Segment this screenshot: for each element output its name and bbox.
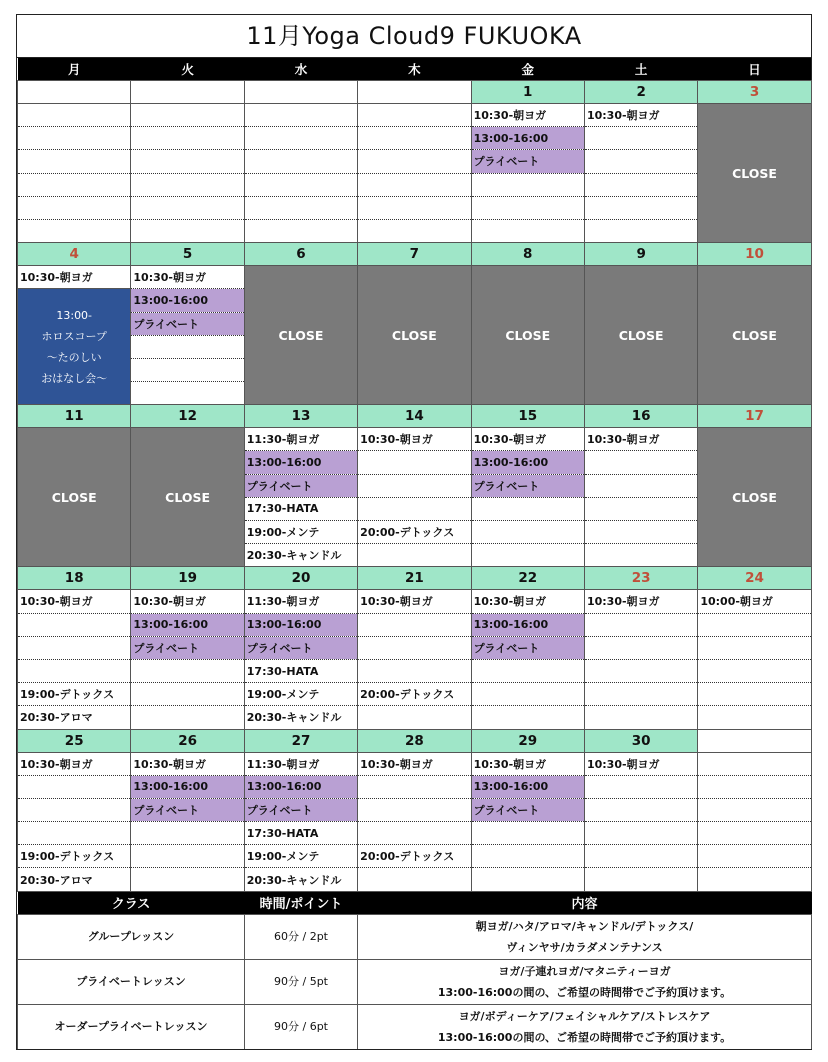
private-slot[interactable]: プライベート (244, 798, 357, 821)
class-slot[interactable]: 10:30-朝ヨガ (18, 590, 131, 613)
date-cell: 26 (131, 729, 244, 752)
private-slot[interactable]: プライベート (471, 150, 584, 173)
date-cell: 20 (244, 567, 357, 590)
class-slot[interactable]: 10:30-朝ヨガ (131, 590, 244, 613)
event-line: おはなし会〜 (41, 371, 108, 385)
date-cell (358, 81, 471, 104)
class-slot[interactable]: 20:00-デトックス (358, 683, 471, 706)
event-line: ホロスコープ (41, 329, 107, 343)
date-cell (18, 81, 131, 104)
class-slot[interactable]: 10:30-朝ヨガ (584, 752, 697, 775)
date-cell: 6 (244, 243, 357, 266)
private-slot[interactable]: 13:00-16:00 (244, 451, 357, 474)
date-cell: 25 (18, 729, 131, 752)
class-slot[interactable]: 11:30-朝ヨガ (244, 590, 357, 613)
class-slot[interactable]: 10:30-朝ヨガ (131, 266, 244, 289)
weekday-mon: 月 (18, 58, 131, 81)
close-cell: CLOSE (698, 428, 811, 567)
close-cell: CLOSE (18, 428, 131, 567)
date-cell: 15 (471, 405, 584, 428)
private-slot[interactable]: 13:00-16:00 (131, 289, 244, 312)
week5-dates (18, 729, 812, 752)
class-slot[interactable]: 20:30-キャンドル (244, 706, 357, 729)
private-slot[interactable]: プライベート (131, 636, 244, 659)
legend-class: グループレッスン (18, 914, 245, 959)
legend-time: 60分 / 2pt (245, 914, 358, 959)
event-horoscope[interactable] (18, 289, 131, 405)
legend-row (18, 914, 812, 959)
weekday-tue: 火 (131, 58, 244, 81)
date-cell: 18 (18, 567, 131, 590)
week1-dates (18, 81, 812, 104)
date-cell (131, 81, 244, 104)
schedule-sheet (16, 14, 812, 1050)
class-slot[interactable]: 10:30-朝ヨガ (18, 266, 131, 289)
class-slot[interactable]: 20:00-デトックス (358, 521, 471, 544)
class-slot[interactable]: 20:00-デトックス (358, 845, 471, 868)
close-cell: CLOSE (584, 266, 697, 405)
private-slot[interactable]: 13:00-16:00 (471, 613, 584, 636)
date-cell: 2 (584, 81, 697, 104)
date-cell: 16 (584, 405, 697, 428)
date-cell-sunday: 3 (698, 81, 811, 104)
weekday-thu: 木 (358, 58, 471, 81)
private-slot[interactable]: プライベート (131, 798, 244, 821)
date-cell: 13 (244, 405, 357, 428)
date-cell: 21 (358, 567, 471, 590)
date-cell: 12 (131, 405, 244, 428)
private-slot[interactable]: 13:00-16:00 (471, 127, 584, 150)
legend-time: 90分 / 5pt (245, 959, 358, 1004)
close-cell: CLOSE (131, 428, 244, 567)
date-cell: 5 (131, 243, 244, 266)
class-slot[interactable]: 19:00-デトックス (18, 683, 131, 706)
date-cell: 30 (584, 729, 697, 752)
date-cell-sunday: 24 (698, 567, 811, 590)
class-slot[interactable]: 19:00-デトックス (18, 845, 131, 868)
legend-time: 90分 / 6pt (245, 1004, 358, 1049)
close-cell: CLOSE (244, 266, 357, 405)
class-slot[interactable]: 17:30-HATA (244, 497, 357, 520)
legend-row (18, 1004, 812, 1049)
close-cell: CLOSE (471, 266, 584, 405)
date-cell-sunday: 17 (698, 405, 811, 428)
date-cell: 29 (471, 729, 584, 752)
class-slot[interactable]: 10:30-朝ヨガ (584, 590, 697, 613)
date-cell (698, 729, 811, 752)
legend-header (18, 892, 812, 915)
class-slot[interactable]: 17:30-HATA (244, 822, 357, 845)
page-title: 11月Yoga Cloud9 FUKUOKA (17, 15, 811, 58)
date-cell: 14 (358, 405, 471, 428)
date-cell (244, 81, 357, 104)
legend-desc: ヨガ/ボディーケア/フェイシャルケア/ストレスケア 13:00-16:00の間の、ご希望の時間帯でご予約頂けます。 (358, 1004, 812, 1049)
date-cell: 9 (584, 243, 697, 266)
class-slot[interactable]: 10:30-朝ヨガ (471, 428, 584, 451)
class-slot[interactable]: 20:30-キャンドル (244, 868, 357, 891)
weekday-sun: 日 (698, 58, 811, 81)
event-line: 13:00- (56, 308, 93, 322)
legend-table (17, 892, 812, 1049)
calendar-table (17, 58, 812, 892)
class-slot[interactable]: 10:30-朝ヨガ (471, 752, 584, 775)
class-slot[interactable]: 10:30-朝ヨガ (18, 752, 131, 775)
private-slot[interactable]: プライベート (471, 474, 584, 497)
close-cell: CLOSE (698, 266, 811, 405)
weekday-fri: 金 (471, 58, 584, 81)
private-slot[interactable]: 13:00-16:00 (471, 451, 584, 474)
week1-slot (18, 104, 812, 127)
date-cell: 22 (471, 567, 584, 590)
legend-header-class: クラス (18, 892, 245, 915)
private-slot[interactable]: 13:00-16:00 (244, 613, 357, 636)
week3-dates (18, 405, 812, 428)
class-slot[interactable]: 10:30-朝ヨガ (358, 752, 471, 775)
legend-header-time: 時間/ポイント (245, 892, 358, 915)
private-slot[interactable]: プライベート (131, 312, 244, 335)
class-slot[interactable]: 10:30-朝ヨガ (471, 590, 584, 613)
private-slot[interactable]: 13:00-16:00 (131, 775, 244, 798)
legend-class: オーダープライベートレッスン (18, 1004, 245, 1049)
private-slot[interactable]: 13:00-16:00 (244, 775, 357, 798)
date-cell: 8 (471, 243, 584, 266)
private-slot[interactable]: プライベート (471, 636, 584, 659)
date-cell: 19 (131, 567, 244, 590)
week4-dates (18, 567, 812, 590)
class-slot[interactable]: 17:30-HATA (244, 659, 357, 682)
close-cell: CLOSE (358, 266, 471, 405)
class-slot[interactable]: 20:30-アロマ (18, 706, 131, 729)
week2-dates (18, 243, 812, 266)
legend-desc: ヨガ/子連れヨガ/マタニティーヨガ 13:00-16:00の間の、ご希望の時間帯でご予約頂けます。 (358, 959, 812, 1004)
class-slot[interactable]: 19:00-メンテ (244, 683, 357, 706)
weekday-sat: 土 (584, 58, 697, 81)
class-slot[interactable]: 10:30-朝ヨガ (358, 428, 471, 451)
legend-class: プライベートレッスン (18, 959, 245, 1004)
class-slot[interactable]: 19:00-メンテ (244, 845, 357, 868)
weekday-header (18, 58, 812, 81)
date-cell: 28 (358, 729, 471, 752)
legend-row (18, 959, 812, 1004)
class-slot[interactable]: 19:00-メンテ (244, 521, 357, 544)
date-cell-holiday: 4 (18, 243, 131, 266)
class-slot[interactable]: 10:30-朝ヨガ (584, 104, 697, 127)
class-slot[interactable]: 10:30-朝ヨガ (584, 428, 697, 451)
weekday-wed: 水 (244, 58, 357, 81)
private-slot[interactable]: 13:00-16:00 (471, 775, 584, 798)
legend-desc: 朝ヨガ/ハタ/アロマ/キャンドル/デトックス/ ヴィンヤサ/カラダメンテナンス (358, 914, 812, 959)
legend-header-content: 内容 (358, 892, 812, 915)
class-slot[interactable]: 10:30-朝ヨガ (471, 104, 584, 127)
private-slot[interactable]: プライベート (244, 636, 357, 659)
class-slot[interactable]: 10:30-朝ヨガ (131, 752, 244, 775)
class-slot[interactable]: 10:30-朝ヨガ (358, 590, 471, 613)
private-slot[interactable]: プライベート (471, 798, 584, 821)
class-slot[interactable]: 10:00-朝ヨガ (698, 590, 811, 613)
private-slot[interactable]: プライベート (244, 474, 357, 497)
date-cell: 11 (18, 405, 131, 428)
class-slot[interactable]: 20:30-アロマ (18, 868, 131, 891)
date-cell: 7 (358, 243, 471, 266)
class-slot[interactable]: 11:30-朝ヨガ (244, 428, 357, 451)
date-cell-sunday: 10 (698, 243, 811, 266)
date-cell: 1 (471, 81, 584, 104)
event-line: 〜たのしい (46, 350, 102, 364)
class-slot[interactable]: 20:30-キャンドル (244, 544, 357, 567)
class-slot[interactable]: 11:30-朝ヨガ (244, 752, 357, 775)
close-cell: CLOSE (698, 104, 811, 243)
private-slot[interactable]: 13:00-16:00 (131, 613, 244, 636)
date-cell: 27 (244, 729, 357, 752)
date-cell-holiday: 23 (584, 567, 697, 590)
